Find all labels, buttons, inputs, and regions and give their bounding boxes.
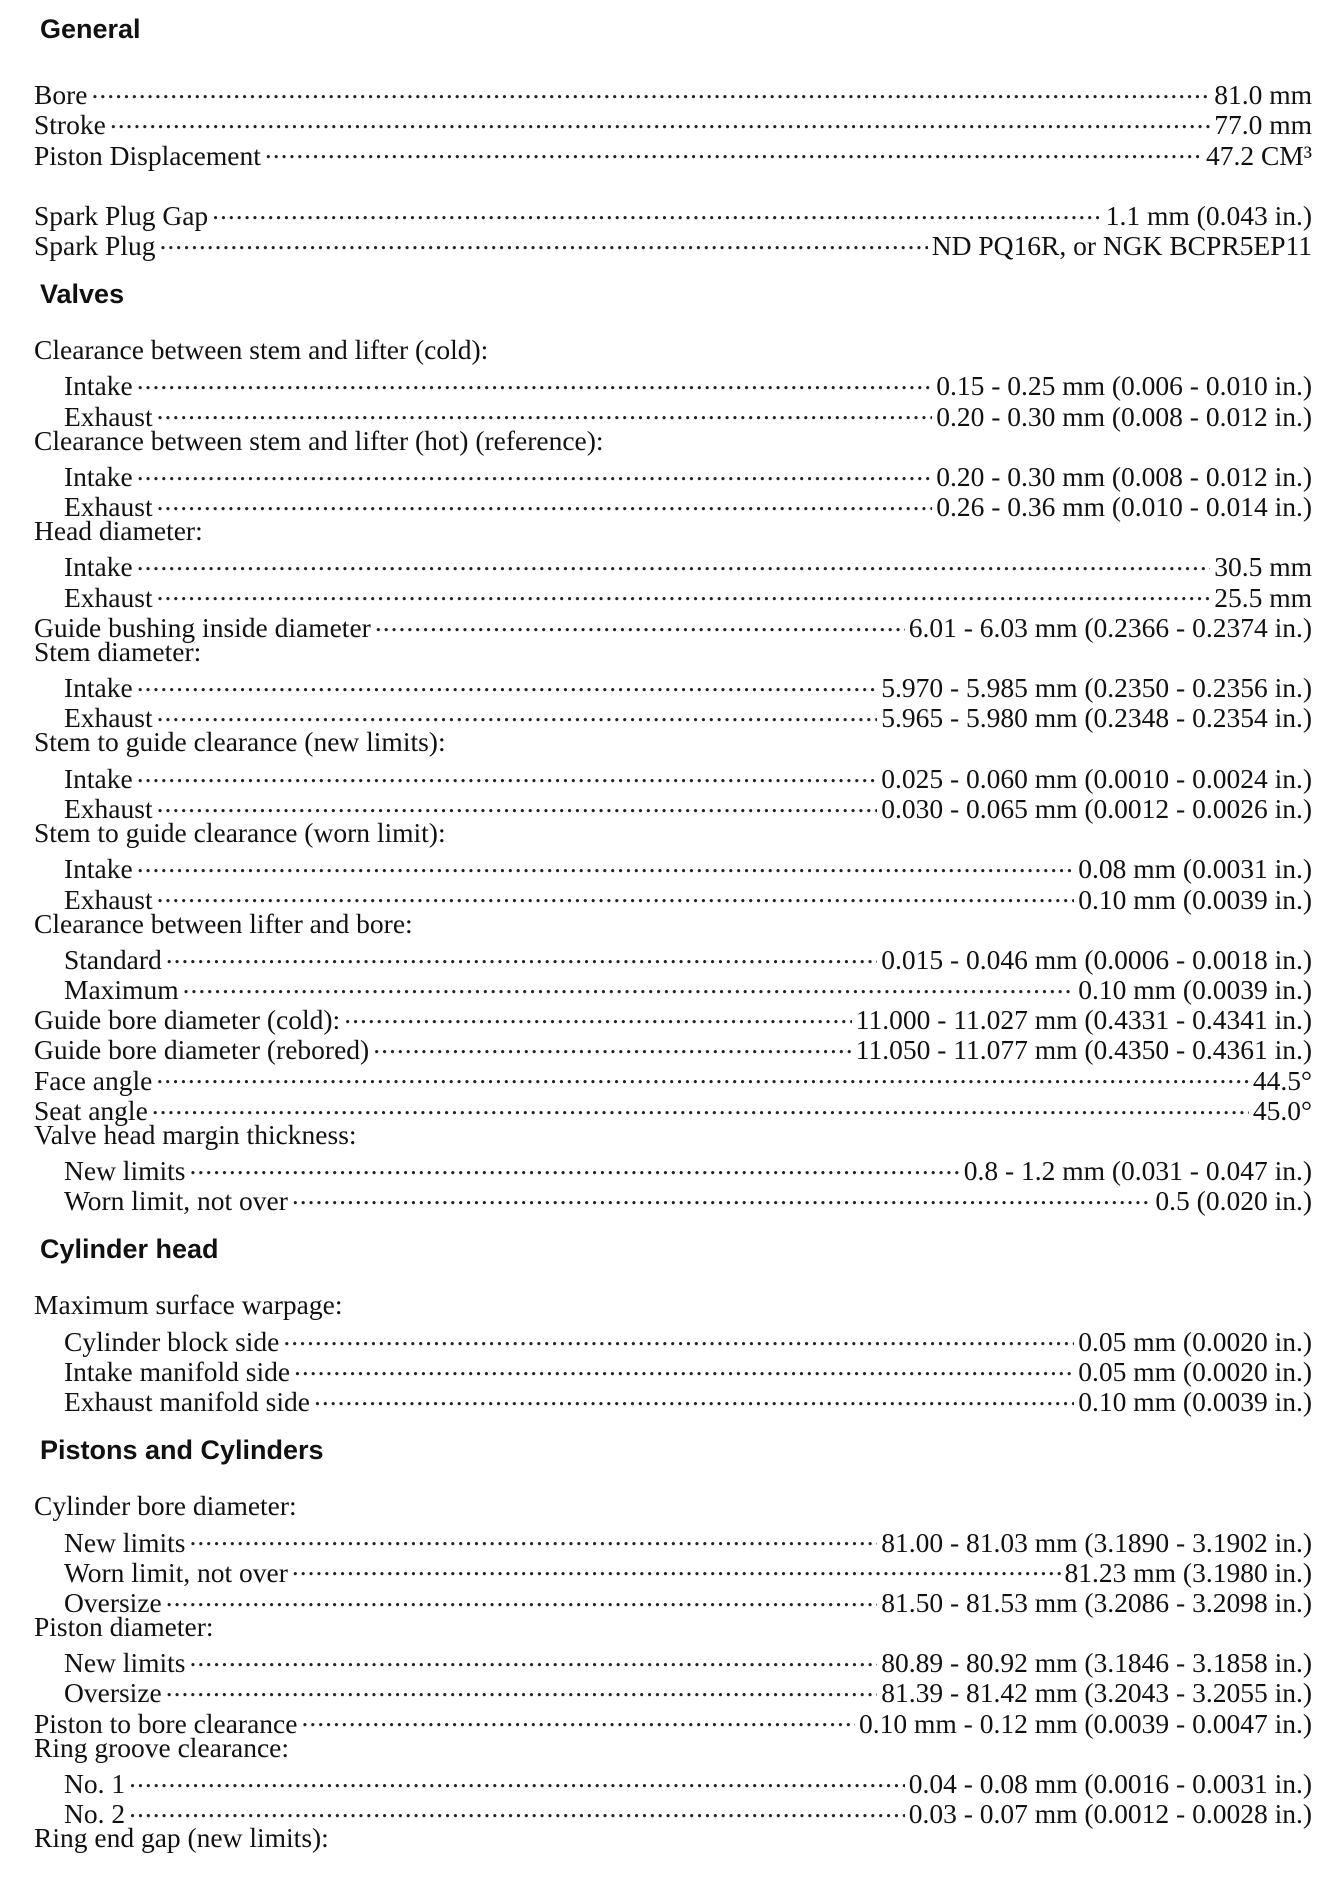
spec-row: Worn limit, not over ..... 81.23 mm (3.1980 in.) xyxy=(34,1552,1312,1582)
spec-row: Oversize ..... 81.50 - 81.53 mm (3.2086 - 3.2098 in.) xyxy=(34,1582,1312,1612)
valves-block xyxy=(34,333,1312,1217)
spec-row: Cylinder block side ..... 0.05 mm (0.0020 in.) xyxy=(34,1321,1312,1351)
spec-row: Intake ..... 0.025 - 0.060 mm (0.0010 - 0.0024 in.) xyxy=(34,758,1312,788)
spec-row: No. 2 ..... 0.03 - 0.07 mm (0.0012 - 0.0028 in.) xyxy=(34,1793,1312,1823)
general-block-2 xyxy=(34,195,1312,261)
spec-row: Worn limit, not over ..... 0.5 (0.020 in.) xyxy=(34,1180,1312,1210)
spec-row: Intake ..... 0.15 - 0.25 mm (0.006 - 0.010 in.) xyxy=(34,365,1312,395)
spec-row-plug: Spark Plug ..... ND PQ16R, or NGK BCPR5EP11 xyxy=(34,225,1312,255)
spec-row: Intake ..... 5.970 - 5.985 mm (0.2350 - 0.2356 in.) xyxy=(34,667,1312,697)
section-title-pistons: Pistons and Cylinders xyxy=(40,1435,324,1466)
spec-row: Seat angle ..... 45.0° xyxy=(34,1090,1312,1120)
spec-subheading: Ring end gap (new limits): xyxy=(34,1822,329,1854)
spec-row: Exhaust ..... 0.030 - 0.065 mm (0.0012 - 0.0026 in.) xyxy=(34,788,1312,818)
spec-subheading: Maximum surface warpage: xyxy=(34,1289,343,1321)
section-title-valves: Valves xyxy=(40,278,125,309)
spec-subheading: Stem to guide clearance (worn limit): xyxy=(34,816,446,848)
spec-row: Oversize ..... 81.39 - 81.42 mm (3.2043 - 3.2055 in.) xyxy=(34,1672,1312,1702)
pistons-block xyxy=(34,1491,1312,1853)
spec-row: Intake manifold side ..... 0.05 mm (0.0020 in.) xyxy=(34,1351,1312,1381)
spec-subheading: Head diameter: xyxy=(34,515,203,547)
spec-row: Intake ..... 30.5 mm xyxy=(34,546,1312,576)
spec-row: No. 1 ..... 0.04 - 0.08 mm (0.0016 - 0.0031 in.) xyxy=(34,1763,1312,1793)
spec-row: New limits ..... 80.89 - 80.92 mm (3.1846 - 3.1858 in.) xyxy=(34,1642,1312,1672)
spec-row: Guide bore diameter (cold): ..... 11.000 - 11.027 mm (0.4331 - 0.4341 in.) xyxy=(34,999,1312,1029)
spec-row: Exhaust manifold side ..... 0.10 mm (0.0039 in.) xyxy=(34,1381,1312,1411)
spec-row: Exhaust ..... 25.5 mm xyxy=(34,576,1312,606)
spec-row: Piston to bore clearance ..... 0.10 mm - 0.12 mm (0.0039 - 0.0047 in.) xyxy=(34,1702,1312,1732)
general-block xyxy=(34,74,1312,171)
spec-row: Standard ..... 0.015 - 0.046 mm (0.0006 - 0.0018 in.) xyxy=(34,939,1312,969)
spec-row: Exhaust ..... 0.26 - 0.36 mm (0.010 - 0.014 in.) xyxy=(34,486,1312,516)
spec-row: Guide bushing inside diameter ..... 6.01 - 6.03 mm (0.2366 - 0.2374 in.) xyxy=(34,607,1312,637)
spec-row: Intake ..... 0.08 mm (0.0031 in.) xyxy=(34,848,1312,878)
spec-row: Exhaust ..... 0.10 mm (0.0039 in.) xyxy=(34,878,1312,908)
spec-row: Exhaust ..... 5.965 - 5.980 mm (0.2348 - 0.2354 in.) xyxy=(34,697,1312,727)
spec-row: Guide bore diameter (rebored) ..... 11.050 - 11.077 mm (0.4350 - 0.4361 in.) xyxy=(34,1029,1312,1059)
section-title-general: General xyxy=(40,14,141,44)
spec-subheading: Stem to guide clearance (new limits): xyxy=(34,726,446,758)
spec-subheading: Ring groove clearance: xyxy=(34,1731,290,1763)
spec-subheading: Cylinder bore diameter: xyxy=(34,1490,297,1522)
spec-subheading: Clearance between stem and lifter (hot) (reference): xyxy=(34,424,604,456)
spec-row-plug-gap: Spark Plug Gap ..... 1.1 mm (0.043 in.) xyxy=(34,195,1312,225)
spec-row-stroke: Stroke ..... 77.0 mm xyxy=(34,104,1312,134)
spec-row: New limits ..... 0.8 - 1.2 mm (0.031 - 0.047 in.) xyxy=(34,1150,1312,1180)
section-title-cylinder-head: Cylinder head xyxy=(40,1234,219,1265)
spec-row: Intake ..... 0.20 - 0.30 mm (0.008 - 0.012 in.) xyxy=(34,456,1312,486)
spec-subheading: Clearance between lifter and bore: xyxy=(34,907,413,939)
spec-row: Face angle ..... 44.5° xyxy=(34,1059,1312,1089)
spec-subheading: Clearance between stem and lifter (cold): xyxy=(34,333,489,365)
spec-subheading: Valve head margin thickness: xyxy=(34,1118,357,1150)
spec-row: Exhaust ..... 0.20 - 0.30 mm (0.008 - 0.012 in.) xyxy=(34,395,1312,425)
cylinder-head-block xyxy=(34,1289,1312,1418)
spec-row: New limits ..... 81.00 - 81.03 mm (3.1890 - 3.1902 in.) xyxy=(34,1521,1312,1551)
spec-row: Maximum ..... 0.10 mm (0.0039 in.) xyxy=(34,969,1312,999)
spec-row-bore: Bore ..... 81.0 mm xyxy=(34,74,1312,104)
spec-subheading: Stem diameter: xyxy=(34,635,202,667)
spec-subheading: Piston diameter: xyxy=(34,1610,214,1642)
spec-row-displacement: Piston Displacement ..... 47.2 CM³ xyxy=(34,134,1312,164)
